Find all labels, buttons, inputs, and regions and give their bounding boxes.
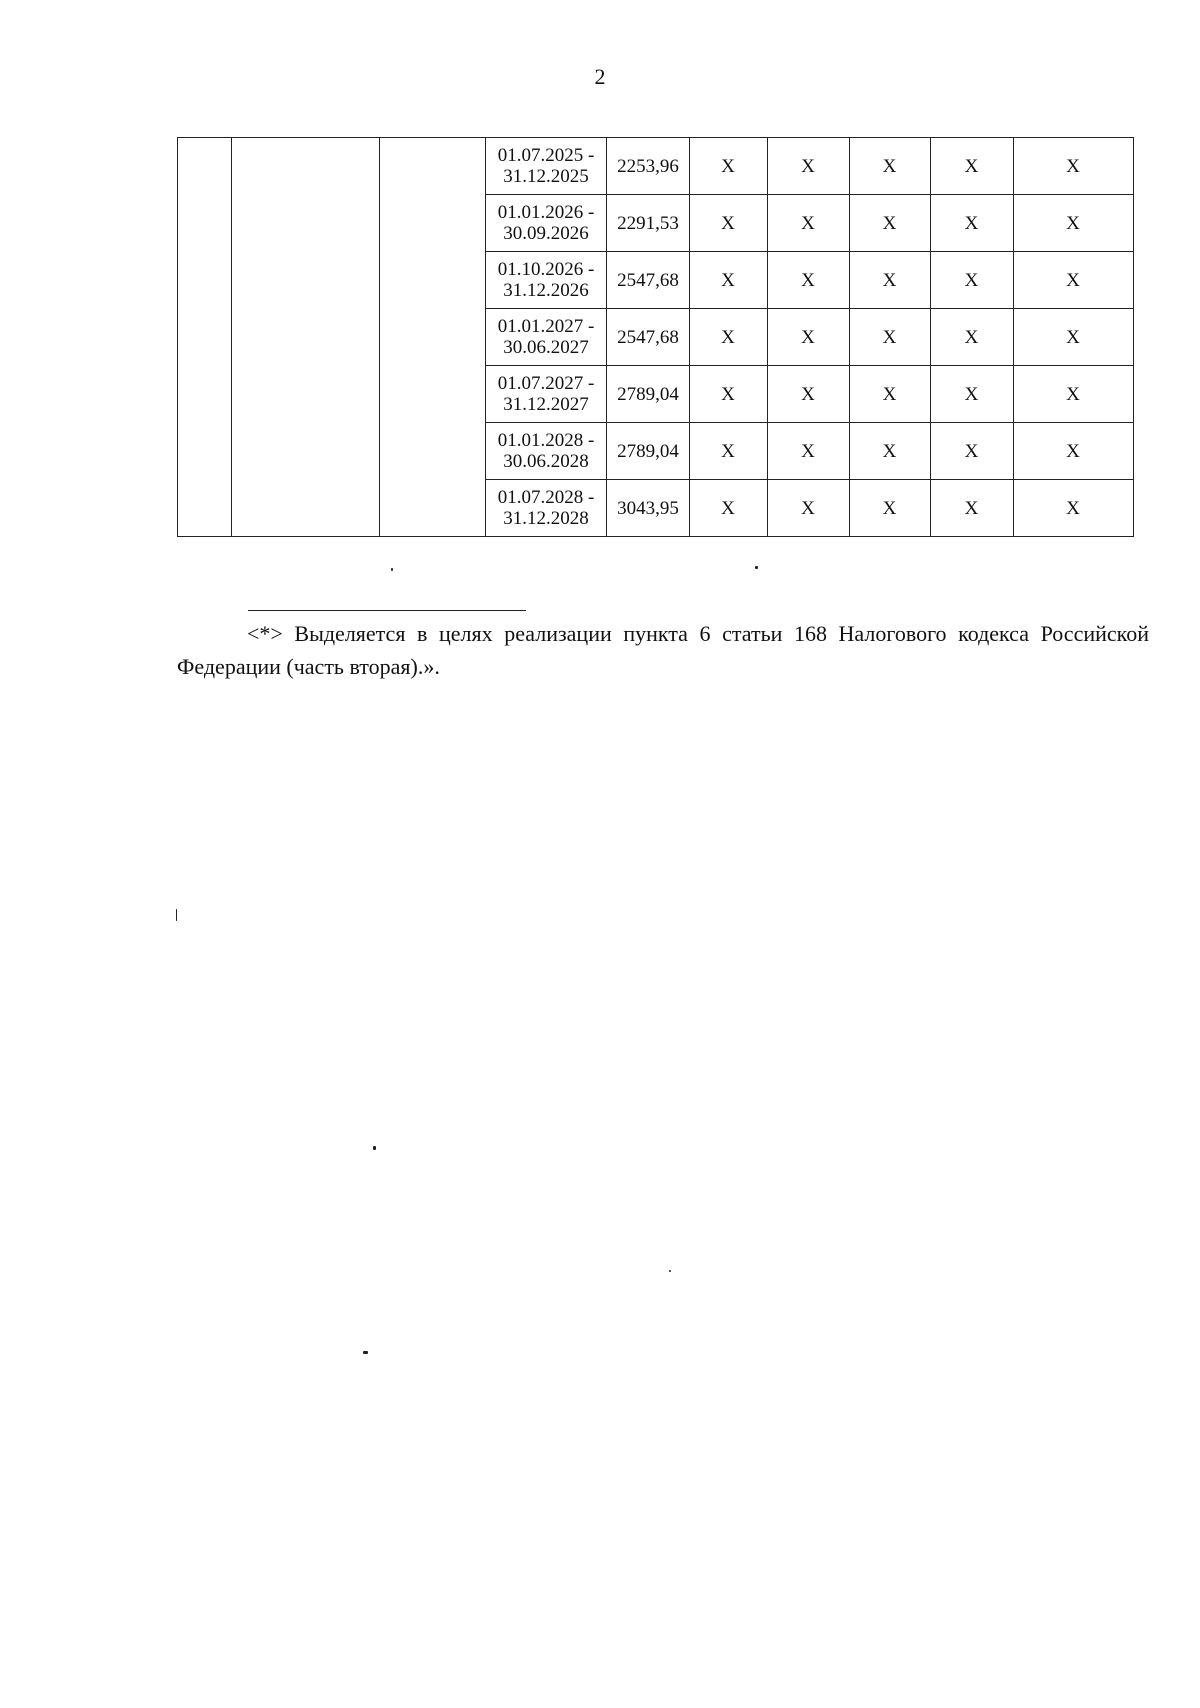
mark-cell: X — [931, 309, 1014, 366]
period-cell — [486, 309, 607, 366]
mark-cell: X — [1014, 195, 1134, 252]
mark-cell: X — [1014, 423, 1134, 480]
mark-cell: X — [931, 480, 1014, 537]
mark-cell: X — [768, 423, 850, 480]
mark-cell: X — [690, 366, 768, 423]
merged-empty-cell-3 — [380, 138, 486, 537]
value-cell: 2253,96 — [607, 138, 690, 195]
mark-cell: X — [690, 195, 768, 252]
scan-speck — [669, 1270, 671, 1272]
merged-empty-cell-1 — [178, 138, 232, 537]
value-cell: 2547,68 — [607, 252, 690, 309]
period-start: 01.01.2028 - — [497, 430, 595, 451]
mark-cell: X — [850, 366, 931, 423]
mark-cell: X — [931, 423, 1014, 480]
mark-cell: X — [768, 480, 850, 537]
mark-cell: X — [931, 366, 1014, 423]
scan-speck — [755, 566, 758, 569]
scan-speck — [176, 909, 177, 921]
value-cell: 2789,04 — [607, 423, 690, 480]
page-number: 2 — [594, 64, 606, 89]
mark-cell: X — [1014, 366, 1134, 423]
mark-cell: X — [1014, 252, 1134, 309]
mark-cell: X — [850, 138, 931, 195]
value-cell: 2547,68 — [607, 309, 690, 366]
value-cell: 2789,04 — [607, 366, 690, 423]
value-cell: 2291,53 — [607, 195, 690, 252]
mark-cell: X — [850, 252, 931, 309]
period-cell — [486, 423, 607, 480]
period-cell — [486, 252, 607, 309]
period-cell — [486, 366, 607, 423]
mark-cell: X — [690, 252, 768, 309]
period-end: 30.06.2028 — [503, 451, 589, 472]
mark-cell: X — [768, 309, 850, 366]
period-end: 30.09.2026 — [503, 223, 589, 244]
footnote-text — [177, 617, 1149, 683]
scan-speck — [363, 1351, 368, 1354]
mark-cell: X — [768, 195, 850, 252]
period-end: 31.12.2026 — [503, 280, 589, 301]
footnote-divider — [248, 610, 526, 611]
mark-cell: X — [1014, 480, 1134, 537]
period-cell — [486, 195, 607, 252]
mark-cell: X — [931, 252, 1014, 309]
mark-cell: X — [768, 366, 850, 423]
footnote-body: <*> Выделяется в целях реализации пункта 6 статьи 168 Налогового кодекса Российской Федерации (часть вторая).». — [177, 621, 1149, 679]
mark-cell: X — [931, 138, 1014, 195]
mark-cell: X — [768, 138, 850, 195]
period-end: 31.12.2028 — [503, 508, 589, 529]
period-cell — [486, 480, 607, 537]
period-start: 01.10.2026 - — [497, 259, 595, 280]
period-end: 31.12.2027 — [503, 394, 589, 415]
mark-cell: X — [690, 309, 768, 366]
table-row — [178, 138, 1134, 195]
mark-cell: X — [690, 480, 768, 537]
period-start: 01.07.2025 - — [497, 145, 595, 166]
mark-cell: X — [690, 423, 768, 480]
scan-speck — [373, 1146, 376, 1150]
period-start: 01.07.2027 - — [497, 373, 595, 394]
mark-cell: X — [931, 195, 1014, 252]
mark-cell: X — [850, 309, 931, 366]
mark-cell: X — [768, 252, 850, 309]
period-start: 01.07.2028 - — [497, 487, 595, 508]
value-cell: 3043,95 — [607, 480, 690, 537]
merged-empty-cell-2 — [232, 138, 380, 537]
period-start: 01.01.2027 - — [497, 316, 595, 337]
mark-cell: X — [1014, 309, 1134, 366]
mark-cell: X — [850, 423, 931, 480]
tariff-table-body — [178, 138, 1134, 537]
period-end: 30.06.2027 — [503, 337, 589, 358]
mark-cell: X — [1014, 138, 1134, 195]
scan-speck — [391, 568, 393, 571]
mark-cell: X — [850, 480, 931, 537]
period-cell — [486, 138, 607, 195]
tariff-table — [177, 137, 1134, 537]
period-start: 01.01.2026 - — [497, 202, 595, 223]
mark-cell: X — [690, 138, 768, 195]
mark-cell: X — [850, 195, 931, 252]
period-end: 31.12.2025 — [503, 166, 589, 187]
